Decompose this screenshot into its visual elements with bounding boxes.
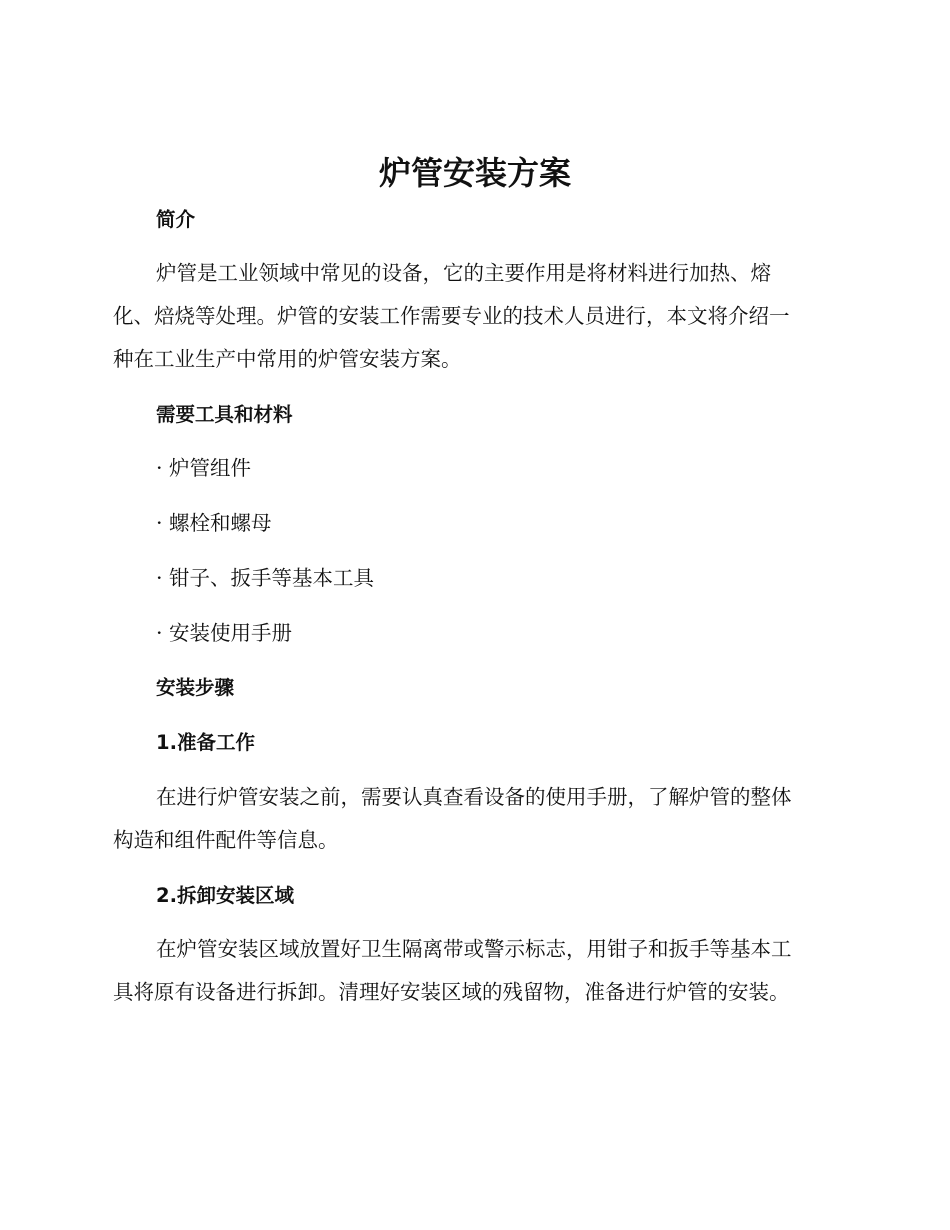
- steps-heading: 安装步骤: [156, 676, 235, 699]
- materials-heading: 需要工具和材料: [156, 403, 293, 426]
- materials-item-basic-tools: · 钳子、扳手等基本工具: [156, 566, 375, 590]
- step2-heading: 2.拆卸安装区域: [156, 884, 294, 907]
- intro-line-3: 种在工业生产中常用的炉管安装方案。: [113, 347, 462, 371]
- step2-line-2: 具将原有设备进行拆卸。清理好安装区域的残留物，准备进行炉管的安装。: [113, 980, 790, 1004]
- step1-paragraph: [113, 776, 838, 862]
- step2-line-1: 在炉管安装区域放置好卫生隔离带或警示标志，用钳子和扳手等基本工: [156, 937, 792, 961]
- materials-item-manual: · 安装使用手册: [156, 621, 293, 645]
- materials-item-bolts-nuts: · 螺栓和螺母: [156, 511, 272, 535]
- step1-heading: 1.准备工作: [156, 731, 255, 754]
- intro-paragraph: [113, 252, 838, 381]
- document-title: 炉管安装方案: [378, 154, 571, 192]
- intro-heading: 简介: [156, 208, 196, 231]
- intro-line-2: 化、焙烧等处理。炉管的安装工作需要专业的技术人员进行，本文将介绍一: [113, 304, 790, 328]
- step1-line-2: 构造和组件配件等信息。: [113, 828, 339, 852]
- step2-paragraph: [113, 928, 838, 1014]
- materials-item-furnace-tube-assembly: · 炉管组件: [156, 456, 252, 480]
- intro-line-1: 炉管是工业领域中常见的设备，它的主要作用是将材料进行加热、熔: [156, 261, 771, 285]
- step1-line-1: 在进行炉管安装之前，需要认真查看设备的使用手册，了解炉管的整体: [156, 785, 792, 809]
